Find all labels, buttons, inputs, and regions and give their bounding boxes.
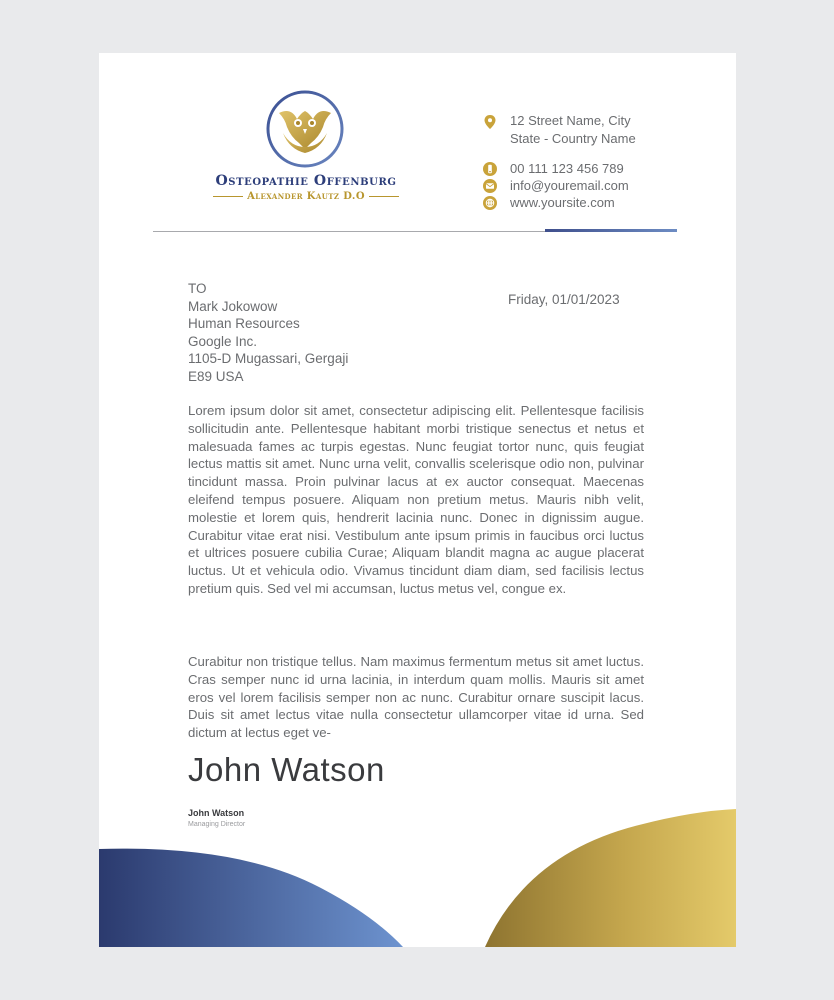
footer-wave-decoration [99, 53, 736, 947]
letter-date: Friday, 01/01/2023 [508, 292, 620, 307]
recipient-street: 1105-D Mugassari, Gergaji [188, 351, 349, 366]
recipient-postal: E89 USA [188, 368, 244, 384]
brand-title: Osteopathie Offenburg [215, 173, 397, 189]
address-line-2: State - Country Name [510, 131, 636, 146]
to-label: TO [188, 281, 207, 296]
letterhead-page [99, 53, 736, 947]
blue-wave-shape [99, 849, 403, 947]
recipient-department: Human Resources [188, 316, 300, 331]
brand-subtitle: Alexander Kautz D.O [247, 191, 365, 202]
signer-role: Managing Director [188, 821, 246, 828]
address-line-1: 12 Street Name, City [510, 113, 631, 128]
body-paragraph-1: Lorem ipsum dolor sit amet, consectetur adipiscing elit. Pellentesque facilisis sollicitudin ante. Pellentesque habitant morbi tristique senectus et netus et malesuada fames ac turpis egestas. Nunc feugiat tortor nunc, quis feugiat lectus mattis sit amet. Nunc urna velit, convallis scelerisque odio non, pulvinar tincidunt massa. Proin pulvinar lacus at ex auctor consequat. Maecenas eleifend tempus posuere. Aliquam non pretium metus. Mauris nibh velit, molestie et lorem quis, hendrerit lacinia nunc. Donec in dignissim augue. Curabitur vitae erat nisi. Vestibulum ante ipsum primis in faucibus orci luctus et ultrices posuere cubilia Curae; Aliquam blandit magna ac augue placerat luctus. Ut et vehicula odio. Vivamus tincidunt diam diam, sed facilisis lectus pretium quis. Sed vel mi accumsan, luctus metus vel, congue ex. [188, 403, 644, 596]
email-address: info@youremail.com [510, 178, 629, 193]
gold-wave-shape [485, 809, 736, 947]
recipient-company: Google Inc. [188, 333, 258, 349]
signer-name: John Watson [188, 808, 245, 818]
body-paragraph-2: Curabitur non tristique tellus. Nam maximus fermentum metus sit amet luctus. Cras semper nunc id urna lacinia, in interdum quam mollis. Mauris sit amet eros vel lorem facilisis semper non ac nunc. Curabitur ornare suscipit lacus. Duis sit amet lectus vitae nulla consectetur ullamcorper vitae id urna. Sed dictum at lectus eget ve- [188, 654, 644, 741]
recipient-name: Mark Jokowow [188, 298, 278, 314]
phone-number: 00 111 123 456 789 [510, 161, 624, 176]
website-url: www.yoursite.com [510, 195, 615, 210]
signature: John Watson [188, 751, 385, 788]
